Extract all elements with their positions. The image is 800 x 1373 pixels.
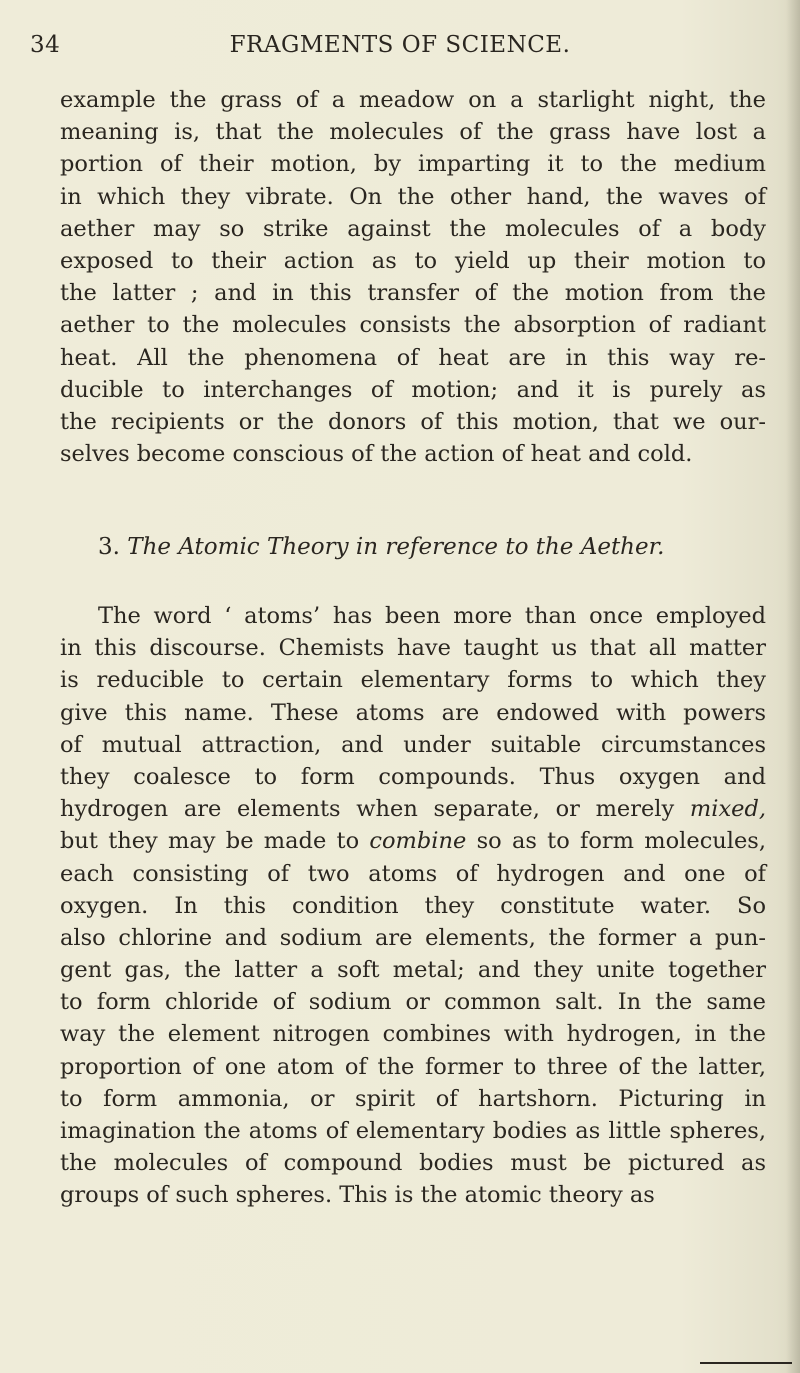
text-line: of mutual attraction, and under suitable circumstances: [60, 731, 766, 758]
text-line: way the element nitrogen combines with hydrogen, in the: [60, 1021, 766, 1048]
page-number: 34: [30, 32, 61, 58]
italic-word: combine: [369, 828, 467, 855]
text-line: selves become conscious of the action of heat and cold.: [60, 441, 693, 468]
text-line: to form chloride of sodium or common salt. In the same: [60, 989, 766, 1016]
text-segment: but they may be made to: [60, 828, 370, 855]
text-line: meaning is, that the molecules of the grass have lost a: [60, 119, 766, 146]
text-line: example the grass of a meadow on a starlight night, the: [60, 87, 766, 113]
text-line: exposed to their action as to yield up their motion to: [60, 247, 766, 274]
text-line: to form ammonia, or spirit of hartshorn. Picturing in: [60, 1085, 766, 1112]
paragraph-heat: [60, 84, 766, 470]
section-number: 3.: [98, 534, 120, 560]
text-line: gent gas, the latter a soft metal; and they unite together: [60, 957, 766, 984]
text-line: portion of their motion, by imparting it to the medium: [60, 151, 766, 178]
page-header: [0, 32, 800, 62]
text-line: heat. All the phenomena of heat are in this way re-: [60, 344, 766, 371]
section-heading: [98, 534, 664, 560]
italic-word: mixed,: [689, 796, 766, 823]
page-bottom-rule: [700, 1362, 792, 1364]
text-line: give this name. These atoms are endowed with powers: [60, 699, 766, 726]
text-line: proportion of one atom of the former to three of the latter,: [60, 1053, 766, 1080]
text-line: ducible to interchanges of motion; and it is purely as: [60, 376, 766, 403]
running-head: FRAGMENTS OF SCIENCE.: [229, 32, 571, 58]
text-line: The word ‘ atoms’ has been more than once employed: [98, 603, 766, 629]
text-line: the recipients or the donors of this motion, that we our-: [60, 408, 766, 435]
text-segment: so as to form molecules,: [466, 828, 766, 855]
text-segment: hydrogen are elements when separate, or merely: [60, 796, 690, 823]
text-line: the molecules of compound bodies must be pictured as: [60, 1150, 766, 1177]
page-edge-shadow: [786, 0, 800, 1373]
section-title: The Atomic Theory in reference to the Aether.: [127, 534, 665, 560]
text-line: groups of such spheres. This is the atomic theory as: [60, 1182, 655, 1209]
text-line: in this discourse. Chemists have taught us that all matter: [60, 635, 766, 662]
text-line: aether may so strike against the molecules of a body: [60, 215, 766, 242]
text-line-with-italic: [60, 793, 766, 825]
text-line: oxygen. In this condition they constitute water. So: [60, 892, 766, 919]
text-line: each consisting of two atoms of hydrogen and one of: [60, 860, 766, 887]
text-line: also chlorine and sodium are elements, the former a pun-: [60, 924, 766, 951]
text-line: is reducible to certain elementary forms to which they: [60, 667, 766, 694]
paragraph-atomic-theory: [60, 600, 766, 1212]
text-line-with-italic: [60, 825, 766, 857]
text-line: they coalesce to form compounds. Thus oxygen and: [60, 763, 766, 790]
text-line: imagination the atoms of elementary bodies as little spheres,: [60, 1118, 766, 1144]
text-line: aether to the molecules consists the absorption of radiant: [60, 312, 766, 339]
text-line: the latter ; and in this transfer of the motion from the: [60, 280, 766, 307]
text-line: in which they vibrate. On the other hand, the waves of: [60, 183, 766, 210]
